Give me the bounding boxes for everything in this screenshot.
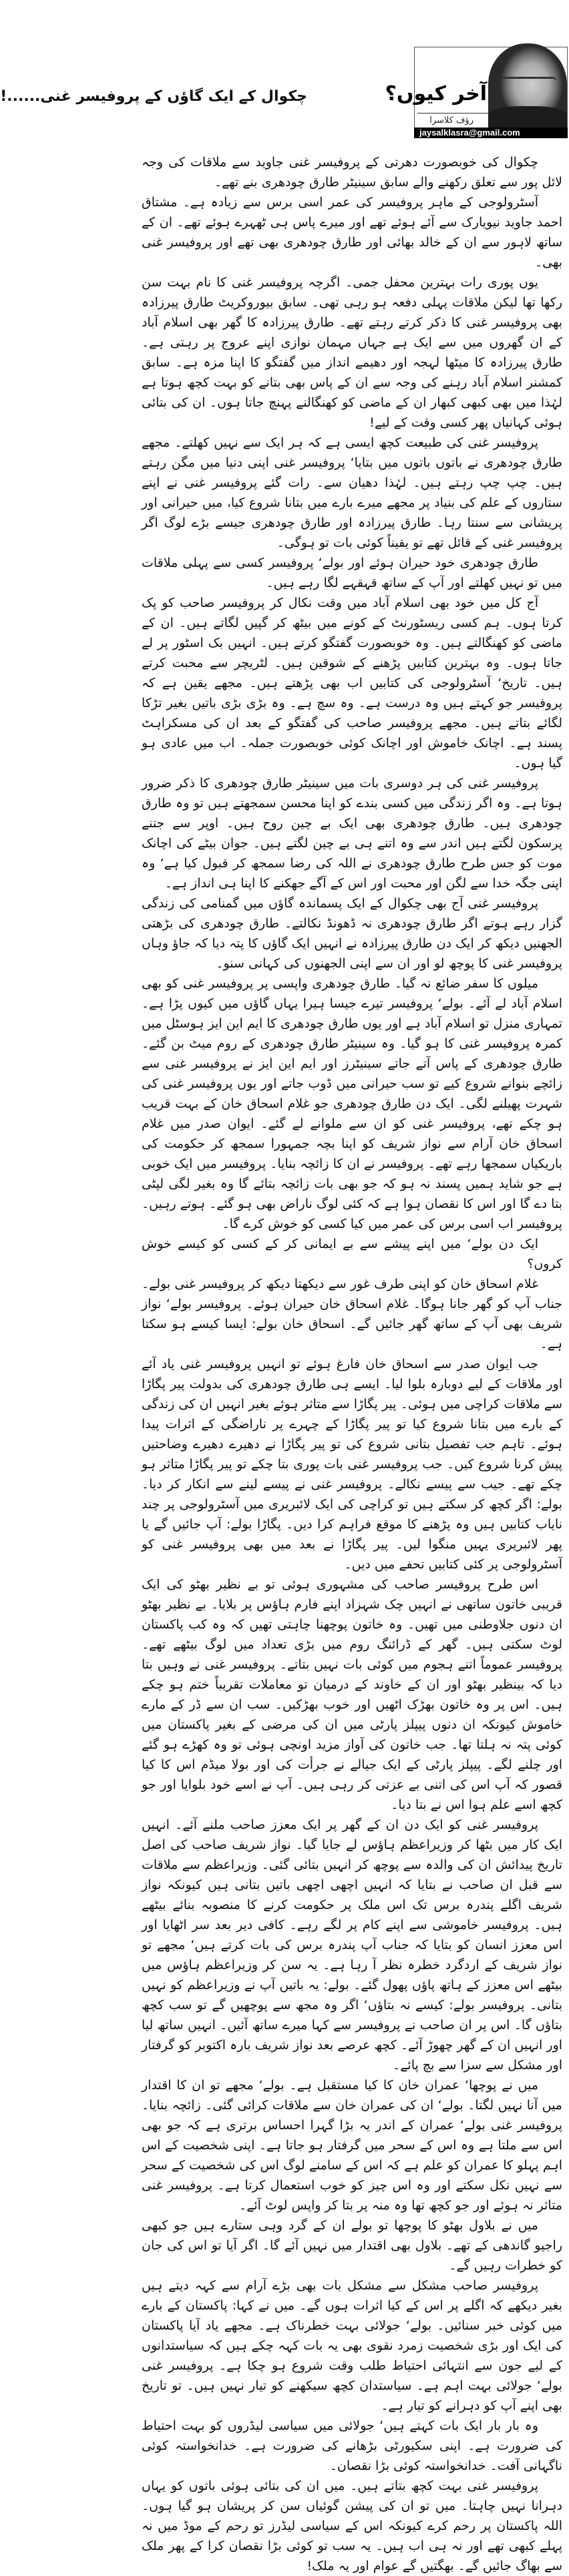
author-name: رؤف کلاسرا xyxy=(429,116,473,126)
article-paragraph: غلام اسحاق خان کو اپنی طرف غور سے دیکھتا دیکھ کر پروفیسر غنی بولے۔ جناب آپ کو گھر جانا ہوگا۔ غلام اسحاق خان حیران ہوئے۔ پروفیسر بولے‘ نواز شریف بھی آپ کے ساتھ گھر جائیں گے۔ اسحاق خان بولے: ایسا کیسے ہو سکتا ہے۔ xyxy=(142,1277,562,1351)
article-paragraph: وہ بار بار ایک بات کہتے ہیں‘ جولائی میں سیاسی لیڈروں کو بہت احتیاط کی ضرورت ہے۔ اپنی سکیورٹی بڑھانے کی ضرورت ہے۔ خدانخواستہ کوئی ناگہانی آفت۔ خدانخواستہ کوئی بڑا نقصان۔ xyxy=(142,2418,562,2473)
article-paragraph: پروفیسر غنی بہت کچھ بتاتے ہیں۔ میں ان کی بتائی ہوئی باتوں کو یہاں دہرانا نہیں چاہتا۔ میں تو ان کی پیشن گوئیاں سن کر پریشان ہو گیا ہوں۔ اللہ پاکستان پر رحم کرے کیونکہ اس کے سیاسی لیڈرز تو رحم کے موڈ میں نہ پہلے کبھی تھے اور نہ ہی اب ہیں۔ یہ سب تو کوئی بڑا نقصان کرا کے پھر ملک سے بھاگ جائیں گے۔ بھگتیں گے عوام اور یہ ملک! xyxy=(142,2479,562,2573)
article-paragraph: آج کل میں خود بھی اسلام آباد میں وقت نکال کر پروفیسر صاحب کو پک کرتا ہوں۔ ہم کسی ریسٹورنٹ کے کونے میں بیٹھ کر گپیں لگاتے ہیں۔ ان کے ماضی کو کھنگالتے ہیں۔ وہ خوبصورت گفتگو کرتے ہیں۔ انہیں بک اسٹور پر لے جاتا ہوں۔ وہ بہترین کتابیں پڑھنے کے شوقین ہیں۔ لٹریچر سے محبت کرتے ہیں۔ تاریخ‘ آسٹرولوجی کی کتابیں اب بھی پڑھتے ہیں۔ مجھے یقین ہے کہ پروفیسر جو کہتے ہیں وہ درست ہے۔ وہ سچ ہے۔ وہ بڑی بڑی باتیں بغیر تڑکا لگائے بتاتے ہیں۔ مجھے پروفیسر صاحب کی گفتگو کے بعد ان کی مسکراہٹ پسند ہے۔ اچانک خاموش اور اچانک کوئی خوبصورت جملہ۔ اب میں عادی ہو گیا ہوں۔ xyxy=(142,596,562,771)
article-headline: چکوال کے ایک گاؤں کے پروفیسر غنی......! xyxy=(0,88,307,105)
article-paragraph: پروفیسر صاحب مشکل سے مشکل بات بھی بڑے آرام سے کہہ دیتے ہیں بغیر دیکھے کہ اگلے پر اس کے کیا اثرات ہوں گے۔ میں نے کہا: پاکستان کے بارے میں کوئی خبر سنائیں۔ بولے‘ جولائی بہت خطرناک ہے۔ مجھے یاد آیا پاکستان کی ایک اور بڑی شخصیت زمرد نقوی بھی یہ بات کہہ چکے ہیں کہ سیاستدانوں کے لیے جون سے انتہائی احتیاط طلب وقت شروع ہو چکا ہے۔ پروفیسر غنی بولے‘ جولائی بہت اہم ہے۔ سیاستدان کچھ سیکھنے کو تیار نہیں ہیں۔ تو تاریخ بھی اپنے آپ کو دہرانے کو تیار ہے۔ xyxy=(142,2278,562,2413)
column-header xyxy=(0,0,569,150)
article-paragraph: اس طرح پروفیسر صاحب کی مشہوری ہوئی تو بے نظیر بھٹو کی ایک قریبی خاتون ساتھی نے انہیں چک شہزاد اپنے فارم ہاؤس پر بلایا۔ بے نظیر بھٹو ان دنوں جلاوطنی میں تھیں۔ وہ خاتون پوچھنا چاہتی تھیں کہ وہ کب پاکستان لوٹ سکتی ہیں۔ گھر کے ڈرائنگ روم میں بڑی تعداد میں لوگ بیٹھے تھے۔ پروفیسر عموماً اتنے ہجوم میں کوئی بات نہیں بتاتے۔ پروفیسر غنی نے وہیں بتا دیا کہ بینظیر بھٹو اور ان کے خاوند کے درمیان تو معاملات تقریباً ختم ہو چکے ہیں۔ اس پر وہ خاتون بھڑک اٹھیں اور خوب بھڑکیں۔ سب ان سے ڈر کے مارے خاموش کیونکہ ان دنوں پیپلز پارٹی میں ان کی مرضی کے بغیر پاکستان میں کوئی پتہ نہ ہلتا تھا۔ جب خاتون کی آواز مزید اونچی ہوئی تو وہ کھڑے ہو گئے اور چلنے لگے۔ پیپلز پارٹی کے ایک جیالے نے جرأت کی اور بولا میڈم اس کا کیا قصور کہ آپ اس کی اتنی بے عزتی کر رہی ہیں۔ آپ نے اسے خود بلوایا اور جو کچھ اسے علم ہوا اس نے بتا دیا۔ xyxy=(142,1577,562,1812)
logo-divider xyxy=(417,113,488,114)
article-paragraph: چکوال کی خوبصورت دھرتی کے پروفیسر غنی جاوید سے ملاقات کی وجہ لائل پور سے تعلق رکھنے والے سابق سینیٹر طارق چودھری بنے تھے۔ xyxy=(142,155,562,190)
article-paragraph: ایک دن بولے‘ میں اپنے پیشے سے بے ایمانی کر کے کسی کو کیسے خوش کروں؟ xyxy=(142,1237,562,1271)
article-paragraph: یوں پوری رات بہترین محفل جمی۔ اگرچہ پروفیسر غنی کا نام بہت سن رکھا تھا لیکن ملاقات پہلی دفعہ ہو رہی تھی۔ سابق بیوروکریٹ طارق پیرزادہ بھی پروفیسر غنی کا ذکر کرتے رہتے تھے۔ طارق پیرزادہ کا گھر بھی اسلام آباد کے ان گھروں میں سے ایک ہے جہاں مہمان نوازی اپنے عروج پر رہتی ہے۔ طارق پیرزادہ کا میٹھا لہجہ اور دھیمے انداز میں گفتگو کا اپنا مزہ ہے۔ سابق کمشنر اسلام آباد رہنے کی وجہ سے ان کے پاس بھی بتانے کو بہت کچھ ہوتا ہے لہٰذا میں بھی کبھی کبھار ان کے ماضی کو کھنگالنے پہنچ جاتا ہوں۔ ان کی بتائی ہوئی کہانیاں پھر کسی وقت کے لیے! xyxy=(142,275,562,430)
article-paragraph: میلوں کا سفر ضائع نہ گیا۔ طارق چودھری واپسی پر پروفیسر غنی کو بھی اسلام آباد لے آئے۔ بولے‘ پروفیسر تیرے جیسا ہیرا یہاں گاؤں میں کیوں پڑا ہے۔ تمہاری منزل تو اسلام آباد ہے اور یوں طارق چودھری کا ایم این ایز ہوسٹل میں کمرہ پروفیسر غنی کا ہو گیا۔ وہ سینیٹر طارق چودھری کے روم میٹ بن گئے۔ طارق چودھری کے پاس آتے جاتے سینیٹرز اور ایم این ایز نے پروفیسر غنی سے زائچے بنوانے شروع کیے تو سب حیرانی میں ڈوب جاتے اور یوں پروفیسر غنی کی شہرت پھیلنے لگی۔ ایک دن طارق چودھری جو غلام اسحاق خان کے بہت قریب ہو چکے تھے، پروفیسر غنی کو ان سے ملوانے لے گئے۔ ایوان صدر میں غلام اسحاق خان آرام سے نواز شریف کو اپنا بچہ جمہورا سمجھ کر حکومت کی باریکیاں سمجھا رہے تھے۔ پروفیسر نے ان کا زائچہ بنایا۔ پروفیسر میں ایک خوبی ہے جو شاید ہمیں پسند نہ ہو کہ جو بھی بات زائچہ بتائے گا وہ بغیر لگی لپٹی بتا دے گا اور اس کا نقصان ہوا ہے کہ کئی لوگ ناراض بھی ہو گئے۔ ہوتے رہیں۔ پروفیسر اب اسی برس کی عمر میں کیا کسی کو خوش کرے گا۔ xyxy=(142,976,562,1231)
article-paragraph: جب ایوان صدر سے اسحاق خان فارغ ہوئے تو انہیں پروفیسر غنی یاد آئے اور ملاقات کے لیے دوبارہ بلوا لیا۔ ایسے ہی طارق چودھری کی بدولت پیر پگاڑا سے ملاقات کراچی میں ہوئی۔ پیر پگاڑا سے متاثر ہوئے بغیر انہیں ان کی زندگی کے بارے میں بتانا شروع کیا تو پیر پگاڑا کے چہرے پر ناراضگی کے اثرات پیدا ہوئے۔ تاہم جب تفصیل بتانی شروع کی تو پیر پگاڑا نے دھیرے دھیرے وضاحتیں پیش کرنا شروع کیں۔ جب پروفیسر غنی بات پوری بتا چکے تو پیر پگاڑا متاثر ہو چکے تھے۔ جیب سے پیسے نکالے۔ پروفیسر غنی نے پیسے لینے سے انکار کر دیا۔ بولے: اگر کچھ کر سکتے ہیں تو کراچی کی ایک لائبریری میں آسٹرولوجی پر چند نایاب کتابیں ہیں وہ پڑھنے کا موقع فراہم کرا دیں۔ پگاڑا بولے: آپ جائیں گے یا پھر لائبریری یہیں منگوا لیں۔ پیر پگاڑا نے بعد میں بھی پروفیسر غنی کو آسٹرولوجی پر کئی کتابیں تحفے میں دیں۔ xyxy=(142,1357,562,1572)
author-email[interactable]: jaysalklasra@gmail.com xyxy=(414,128,568,138)
article-paragraph: پروفیسر غنی کی طبیعت کچھ ایسی ہے کہ ہر ایک سے نہیں کھلتے۔ مجھے طارق چودھری نے باتوں باتوں میں بتایا‘ پروفیسر غنی اپنی دنیا میں مگن رہتے ہیں۔ چپ چپ رہتے ہیں۔ لہٰذا دھیان سے۔ رات گئے پروفیسر غنی نے اپنے ستاروں کے علم کی بنیاد پر مجھے میرے بارے میں بتانا شروع کیا، میں حیرانی اور پریشانی سے سنتا رہا۔ طارق پیرزادہ اور طارق چودھری جیسے بڑے لوگ اگر پروفیسر غنی کے قائل تھے تو یقیناً کوئی بات تو ہوگی۔ xyxy=(142,435,562,550)
article-paragraph: پروفیسر غنی کو ایک دن ان کے گھر پر ایک معزز صاحب ملنے آئے۔ انہیں ایک کار میں بٹھا کر وزیراعظم ہاؤس لے جایا گیا۔ نواز شریف صاحب کی اصل تاریخ پیدائش ان کی والدہ سے پوچھ کر انہیں بتائی گئی۔ وزیراعظم سے ملاقات سے قبل ان صاحب نے بتایا کہ انہیں اچھی اچھی باتیں بتانی ہیں کیونکہ نواز شریف اگلے پندرہ برس تک اس ملک پر حکومت کرنے کا منصوبہ بنائے بیٹھے ہیں۔ پروفیسر خاموشی سے اپنے کام پر لگے رہے۔ کافی دیر بعد سر اٹھایا اور اس معزز انسان کو بتایا کہ جناب آپ پندرہ برس کی بات کرتے ہیں‘ مجھے تو نواز شریف کے اردگرد خطرہ نظر آ رہا ہے۔ یہ سن کر وزیراعظم ہاؤس میں بیٹھے اس معزز کے ہاتھ پاؤں پھول گئے۔ بولے: یہ باتیں آپ نے وزیراعظم کو نہیں بتانی۔ پروفیسر بولے: کیسے نہ بتاؤں‘ اگر وہ مجھ سے پوچھیں گے تو سب کچھ بتاؤں گا۔ اس پر ان صاحب نے پروفیسر سے کہا میرے ساتھ آئیں۔ انہیں ساتھ لیا اور انہیں ان کے گھر چھوڑ آئے۔ کچھ عرصے بعد نواز شریف بارہ اکتوبر کو گرفتار اور مشکل سے سزا سے بچ پائے۔ xyxy=(142,1817,562,2073)
column-title: آخر کیوں؟ xyxy=(385,82,487,105)
glasses-icon xyxy=(499,77,556,88)
article-body xyxy=(142,152,562,2576)
article-paragraph: میں نے پوچھا‘ عمران خان کا کیا مستقبل ہے۔ بولے‘ مجھے تو ان کا اقتدار میں آنا نہیں لگتا۔ بولے‘ ان کی عمران خان سے ملاقات کرائی گئی۔ زائچہ بنایا۔ پروفیسر غنی بولے‘ عمران کے اندر یہ بڑا گہرا احساس برتری ہے کہ جو بھی اس سے ملتا ہے وہ اس کے سحر میں گرفتار ہو جاتا ہے۔ اپنی شخصیت کے اس اہم پہلو کا عمران کو علم ہے کہ اس کے سامنے لوگ اس کی شخصیت کے سحر سے نہیں نکل سکتے اور وہ اس چیز کو خوب استعمال کرتا ہے۔ پروفیسر غنی متاثر نہ ہوئے اور جو کچھ تھا وہ منہ پر بتا کر واپس لوٹ آئے۔ xyxy=(142,2078,562,2213)
article-paragraph: پروفیسر غنی کی ہر دوسری بات میں سینیٹر طارق چودھری کا ذکر ضرور ہوتا ہے۔ وہ اگر زندگی میں کسی بندے کو اپنا محسن سمجھتے ہیں تو وہ طارق چودھری ہیں۔ طارق چودھری بھی ایک بے چین روح ہیں۔ اوپر سے جتنے پرسکون لگتے ہیں اندر سے وہ اتنے ہی بے چین لگتے ہیں۔ جوان بیٹے کی اچانک موت کو جس طرح طارق چودھری نے اللہ کی رضا سمجھ کر قبول کیا ہے‘ وہ اپنی جگہ خدا سے لگن اور محبت اور اس کے آگے جھکنے کا اپنا ہی انداز ہے۔ xyxy=(142,776,562,891)
article-paragraph: آسٹرولوجی کے ماہر پروفیسر کی عمر اسی برس سے زیادہ ہے۔ مشتاق احمد جاوید نیویارک سے آئے ہوئے تھے اور میرے پاس ہی ٹھہرے ہوئے تھے۔ ان کے ساتھ لاہور سے ان کے خالد بھائی اور طارق چودھری بھی تھے اور پروفیسر غنی بھی۔ xyxy=(142,195,562,270)
author-photo-shirt xyxy=(488,106,567,129)
article-paragraph: طارق چودھری خود حیران ہوئے اور بولے‘ پروفیسر کسی سے پہلی ملاقات میں تو نہیں کھلتے اور آپ کے ساتھ قہقہے لگا رہے ہیں۔ xyxy=(142,556,562,590)
author-photo xyxy=(488,43,567,129)
article-paragraph: پروفیسر غنی آج بھی چکوال کے ایک پسماندہ گاؤں میں گمنامی کی زندگی گزار رہے ہوتے اگر طارق چودھری نہ ڈھونڈ نکالتے۔ طارق چودھری کی بڑھتی الجھنیں دیکھ کر ایک دن طارق پیرزادہ نے انہیں ایک گاؤں کا پتہ دیا کہ جاؤ وہاں پروفیسر غنی کا پوچھ لو اور ان سے اپنی الجھنوں کی کہانی سنو۔ xyxy=(142,896,562,971)
column-logo xyxy=(385,47,568,138)
article-paragraph: میں نے بلاول بھٹو کا پوچھا تو بولے ان کے گرد وہی ستارے ہیں جو کبھی راجیو گاندھی کے تھے۔ بلاول بھی اقتدار میں نہیں آئے گا۔ اگر آیا تو اس کی جان کو خطرات رہیں گے۔ xyxy=(142,2218,562,2273)
